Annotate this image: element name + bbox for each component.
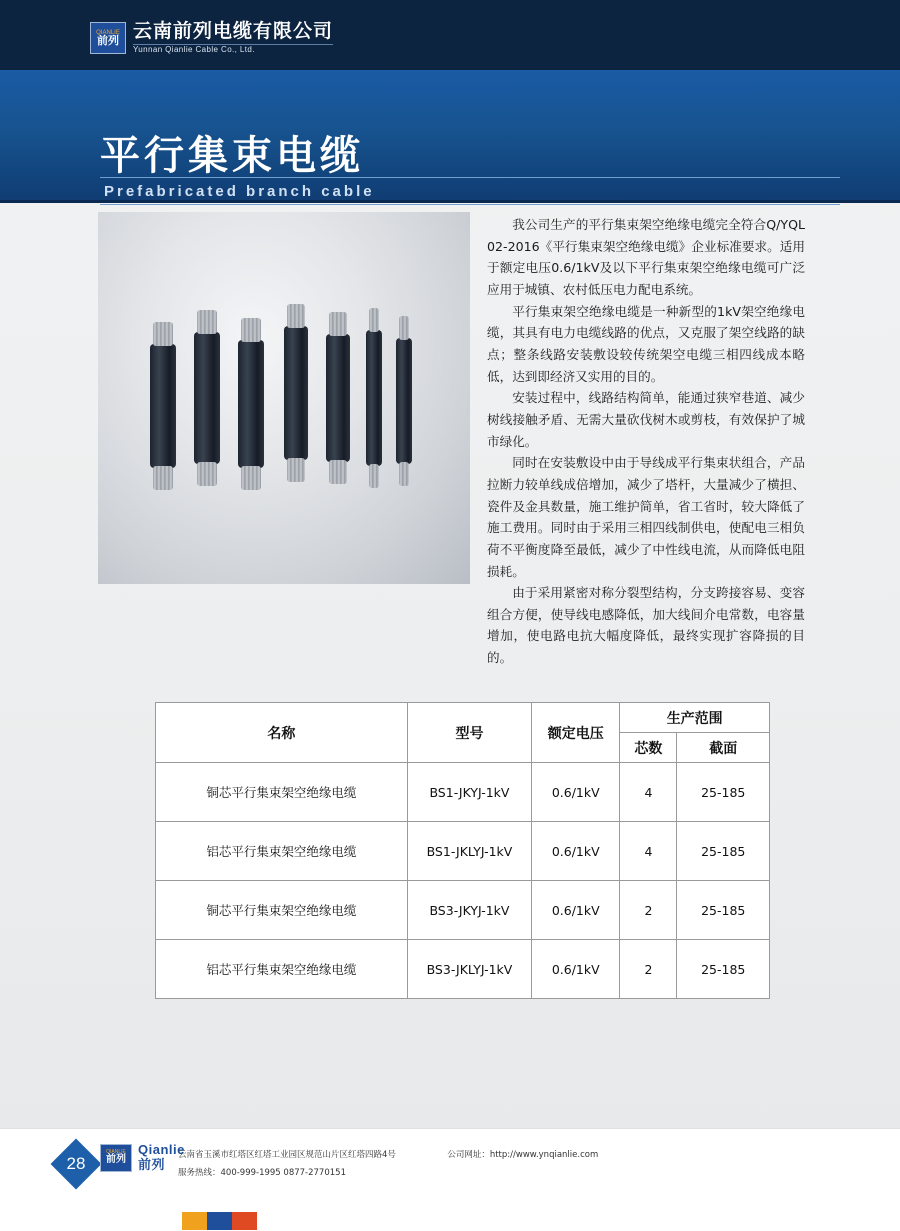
page-title-en-box [100,177,840,205]
cell-voltage: 0.6/1kV [532,881,620,940]
cable-sample [194,310,220,486]
cell-voltage: 0.6/1kV [532,763,620,822]
cell-name: 铜芯平行集束架空绝缘电缆 [156,881,408,940]
cable-sample [366,308,382,488]
th-section: 截面 [677,733,770,763]
company-name-en: Yunnan Qianlie Cable Co., Ltd. [133,44,333,54]
table-row [156,822,770,881]
th-production-range: 生产范围 [620,703,770,733]
page-title-cn: 平行集束电缆 [100,133,364,179]
footer-badge-bottom-text: 前列 [106,1154,126,1166]
table-row [156,940,770,999]
title-banner [0,70,900,203]
top-header-bar [0,0,900,70]
description-text [487,214,805,669]
cell-model: BS3-JKYJ-1kV [407,881,531,940]
footer-logo-badge-icon [100,1144,132,1172]
paragraph: 安装过程中，线路结构简单，能通过狭窄巷道、减少树线接触矛盾、无需大量砍伐树木或剪枝，有效保护了城市绿化。 [487,390,805,449]
table-row [156,763,770,822]
cable-sample [284,304,308,482]
footer-contact-info [178,1147,598,1183]
cable-sample [150,322,176,490]
cell-name: 铜芯平行集束架空绝缘电缆 [156,763,408,822]
logo-badge-bottom-text: 前列 [97,34,119,47]
paragraph: 我公司生产的平行集束架空绝缘电缆完全符合Q/YQL 02-2016《平行集束架空绝缘电缆》企业标准要求。适用于额定电压0.6/1kV及以下平行集束架空绝缘电缆可广泛应用于城镇、农村低压电力配电系统。 [487,217,805,297]
table-row [156,881,770,940]
table-header-row [156,703,770,733]
footer-brand-en: Qianlie [138,1142,185,1157]
paragraph: 平行集束架空绝缘电缆是一种新型的1kV架空绝缘电缆，其具有电力电缆线路的优点，又克服了架空线路的缺点；整条线路安装敷设较传统架空电缆三相四线成本略低，达到即经济又实用的目的。 [487,303,805,384]
cell-voltage: 0.6/1kV [532,940,620,999]
logo-badge-top-text: QIANLIE [96,29,120,36]
paragraph: 同时在安装敷设中由于导线成平行集束状组合，产品拉断力较单线成倍增加，减少了塔杆，大量减少了横担、瓷件及金具数量，施工维护简单，省工省时，较大降低了施工费用。同时由于采用三相四线制供电，使配电三相负荷不平衡度降至最低，减少了中性线电流，从而降低电阻损耗。 [487,455,805,579]
company-logo [90,22,333,54]
footer-logo [100,1143,185,1173]
cable-sample [326,312,350,484]
cell-cores: 2 [620,940,677,999]
cell-name: 铝芯平行集束架空绝缘电缆 [156,822,408,881]
color-bar-red [232,1212,257,1230]
footer-address-row [178,1147,598,1165]
footer-badge-top-text: QIANLIE [106,1149,126,1156]
cell-section: 25-185 [677,822,770,881]
product-photo [98,212,470,584]
cell-name: 铝芯平行集束架空绝缘电缆 [156,940,408,999]
color-bar-blue [207,1212,232,1230]
footer-hotline-row [178,1165,598,1183]
page-title-en: Prefabricated branch cable [104,182,375,200]
logo-badge-icon [90,22,126,54]
cell-cores: 2 [620,881,677,940]
th-cores: 芯数 [620,733,677,763]
cell-cores: 4 [620,763,677,822]
paragraph: 由于采用紧密对称分裂型结构，分支跨接容易、变容组合方便，使导线电感降低，加大线间介电常数，电容量增加，使电路电抗大幅度降低，最终实现扩容降损的目的。 [487,585,805,666]
footer-hotline: 服务热线：400-999-1995 0877-2770151 [178,1167,346,1178]
cell-section: 25-185 [677,881,770,940]
spec-table-wrap [155,702,770,999]
th-name: 名称 [156,703,408,763]
color-bar-orange [182,1212,207,1230]
cell-section: 25-185 [677,940,770,999]
page-number: 28 [66,1154,86,1173]
cell-section: 25-185 [677,763,770,822]
page-footer [0,1128,900,1231]
footer-website[interactable]: 公司网址：http://www.ynqianlie.com [447,1150,599,1160]
cell-voltage: 0.6/1kV [532,822,620,881]
th-voltage: 额定电压 [532,703,620,763]
footer-color-bars [182,1212,257,1230]
spec-table [155,702,770,999]
logo-text-block [133,22,333,54]
company-name-cn: 云南前列电缆有限公司 [133,21,334,42]
cell-model: BS3-JKLYJ-1kV [407,940,531,999]
cell-model: BS1-JKYJ-1kV [407,763,531,822]
th-model: 型号 [407,703,531,763]
cable-sample [238,318,264,490]
cell-cores: 4 [620,822,677,881]
footer-brand-cn: 前列 [138,1156,166,1172]
cable-sample [396,316,412,486]
cell-model: BS1-JKLYJ-1kV [407,822,531,881]
footer-address: 云南省玉溪市红塔区红塔工业园区规范山片区红塔四路4号 [178,1150,396,1160]
